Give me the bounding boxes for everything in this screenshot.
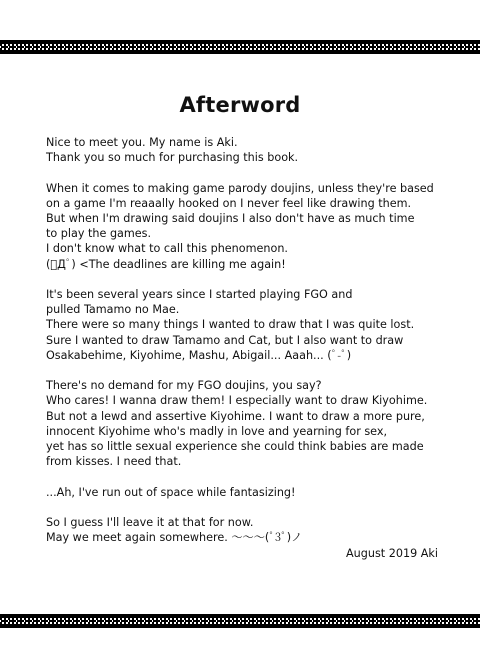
paragraph-parody-doujins	[46, 181, 456, 272]
text-line: May we meet again somewhere. ～～～(ﾟ3ﾟ)ノ	[46, 531, 303, 545]
text-line: But when I'm drawing said doujins I also don't have as much time	[46, 212, 415, 225]
text-line: So I guess I'll leave it at that for now.	[46, 516, 254, 529]
text-line: on a game I'm reaaally hooked on I never feel like drawing them.	[46, 196, 412, 210]
text-line: ...Ah, I've run out of space while fantasizing!	[46, 485, 296, 499]
page-title: Afterword	[179, 93, 301, 117]
paragraph-out-of-space	[46, 485, 456, 500]
text-line: There were so many things I wanted to draw that I was quite lost.	[46, 318, 415, 332]
text-line: innocent Kiyohime who's madly in love and yearning for sex,	[46, 424, 388, 438]
text-line: Sure I wanted to draw Tamamo and Cat, but I also want to draw	[46, 333, 404, 347]
text-line: from kisses. I need that.	[46, 455, 182, 469]
paragraph-kiyohime	[46, 378, 456, 469]
afterword-body	[46, 135, 456, 561]
text-line: (ﾟДﾟ) <The deadlines are killing me again!	[46, 257, 286, 271]
text-line: to play the games.	[46, 227, 152, 241]
paragraph-greeting	[46, 135, 456, 165]
text-line: It's been several years since I started playing FGO and	[46, 288, 353, 301]
text-line: I don't know what to call this phenomenon.	[46, 242, 288, 256]
top-decorative-border	[0, 40, 480, 54]
paragraph-fgo	[46, 287, 456, 363]
text-line: yet has so little sexual experience she could think babies are made	[46, 440, 424, 454]
bottom-decorative-border	[0, 614, 480, 628]
text-line: Who cares! I wanna draw them! I especially want to draw Kiyohime.	[46, 394, 428, 408]
text-line: pulled Tamamo no Mae.	[46, 303, 180, 317]
text-line: But not a lewd and assertive Kiyohime. I want to draw a more pure,	[46, 409, 425, 423]
paragraph-closing	[46, 515, 456, 545]
text-line: Osakabehime, Kiyohime, Mashu, Abigail... Aaah... (ﾟ-ﾟ)	[46, 348, 352, 362]
signature-date: August 2019 Aki	[346, 547, 438, 560]
text-line: Thank you so much for purchasing this book.	[46, 151, 299, 165]
text-line: There's no demand for my FGO doujins, you say?	[46, 379, 322, 393]
text-line: When it comes to making game parody doujins, unless they're based	[46, 181, 434, 195]
text-line: Nice to meet you. My name is Aki.	[46, 136, 238, 149]
